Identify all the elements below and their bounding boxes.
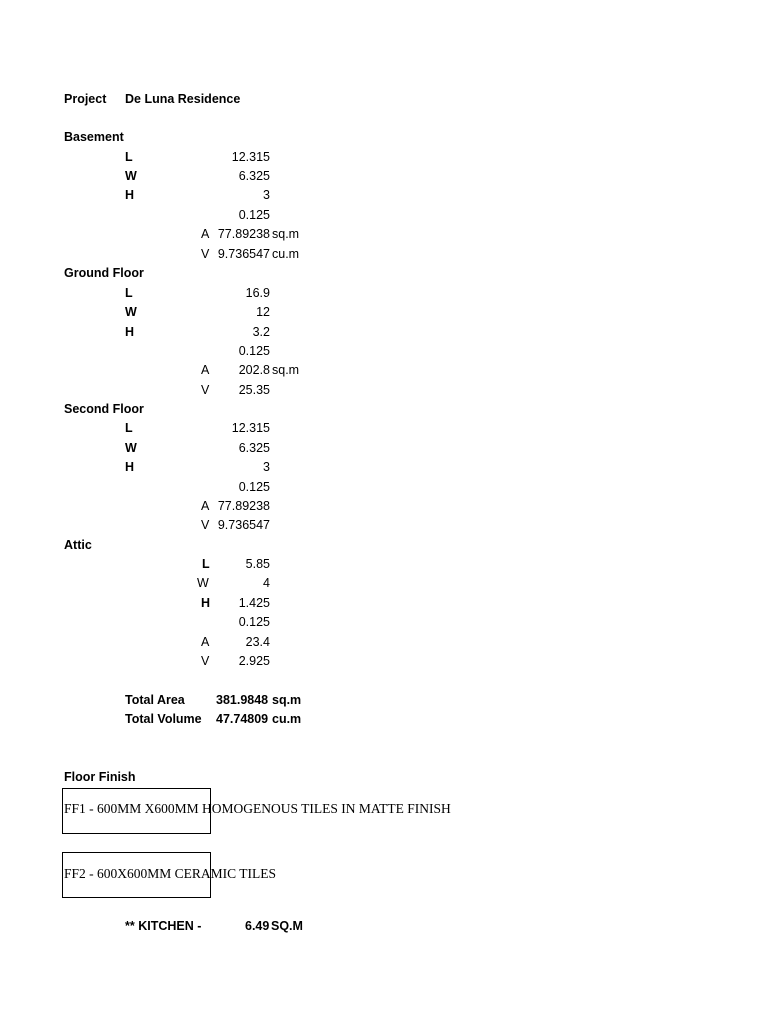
label-volume: V: [201, 654, 210, 668]
total-area-label: Total Area: [125, 693, 185, 707]
value-width: 6.325: [238, 169, 270, 183]
value-volume: 2.925: [238, 654, 270, 668]
value-length: 16.9: [245, 286, 270, 300]
label-length: L: [202, 557, 210, 571]
value-area: 202.8: [238, 363, 270, 377]
label-volume: V: [201, 518, 210, 532]
value-area: 23.4: [245, 635, 270, 649]
label-length: L: [125, 421, 133, 435]
value-thickness: 0.125: [238, 344, 270, 358]
section-heading-ground-floor: Ground Floor: [64, 266, 144, 280]
value-length: 12.315: [231, 421, 270, 435]
value-thickness: 0.125: [238, 615, 270, 629]
section-heading-attic: Attic: [64, 538, 92, 552]
label-height: H: [125, 460, 135, 474]
value-volume: 9.736547: [217, 518, 270, 532]
project-name: De Luna Residence: [125, 92, 241, 106]
value-area: 77.89238: [217, 227, 270, 241]
value-thickness: 0.125: [238, 480, 270, 494]
unit-area: sq.m: [272, 227, 300, 241]
value-volume: 25.35: [238, 383, 270, 397]
label-area: A: [201, 363, 210, 377]
kitchen-label: ** KITCHEN -: [125, 919, 202, 933]
value-width: 4: [263, 576, 270, 590]
label-area: A: [201, 499, 210, 513]
total-volume-label: Total Volume: [125, 712, 202, 726]
label-width: W: [125, 305, 137, 319]
unit-area: sq.m: [272, 363, 300, 377]
value-width: 6.325: [238, 441, 270, 455]
value-height: 3: [263, 460, 270, 474]
section-heading-basement: Basement: [64, 130, 124, 144]
label-area: A: [201, 227, 210, 241]
ff1-description: FF1 - 600MM X600MM HOMOGENOUS TILES IN MATTE FINISH: [64, 801, 451, 816]
value-length: 5.85: [245, 557, 270, 571]
unit-volume: cu.m: [272, 247, 300, 261]
label-volume: V: [201, 383, 210, 397]
total-area-unit: sq.m: [272, 693, 302, 707]
label-width: W: [125, 169, 137, 183]
label-volume: V: [201, 247, 210, 261]
ff2-description: FF2 - 600X600MM CERAMIC TILES: [64, 866, 277, 881]
value-height: 3.2: [252, 325, 270, 339]
label-height: H: [125, 325, 135, 339]
kitchen-value: 6.49: [245, 919, 270, 933]
value-width: 12: [256, 305, 270, 319]
floor-finish-heading: Floor Finish: [64, 770, 136, 784]
label-length: L: [125, 286, 133, 300]
label-width: W: [125, 441, 137, 455]
kitchen-unit: SQ.M: [271, 919, 303, 933]
total-volume-unit: cu.m: [272, 712, 302, 726]
value-length: 12.315: [231, 150, 270, 164]
label-height: H: [201, 596, 211, 610]
label-height: H: [125, 188, 135, 202]
value-volume: 9.736547: [217, 247, 270, 261]
section-heading-second-floor: Second Floor: [64, 402, 144, 416]
value-height: 1.425: [238, 596, 270, 610]
label-length: L: [125, 150, 133, 164]
value-height: 3: [263, 188, 270, 202]
value-area: 77.89238: [217, 499, 270, 513]
label-area: A: [201, 635, 210, 649]
label-width: W: [197, 576, 209, 590]
total-volume-value: 47.74809: [216, 712, 269, 726]
value-thickness: 0.125: [238, 208, 270, 222]
total-area-value: 381.9848: [216, 693, 269, 707]
project-label: Project: [64, 92, 107, 106]
